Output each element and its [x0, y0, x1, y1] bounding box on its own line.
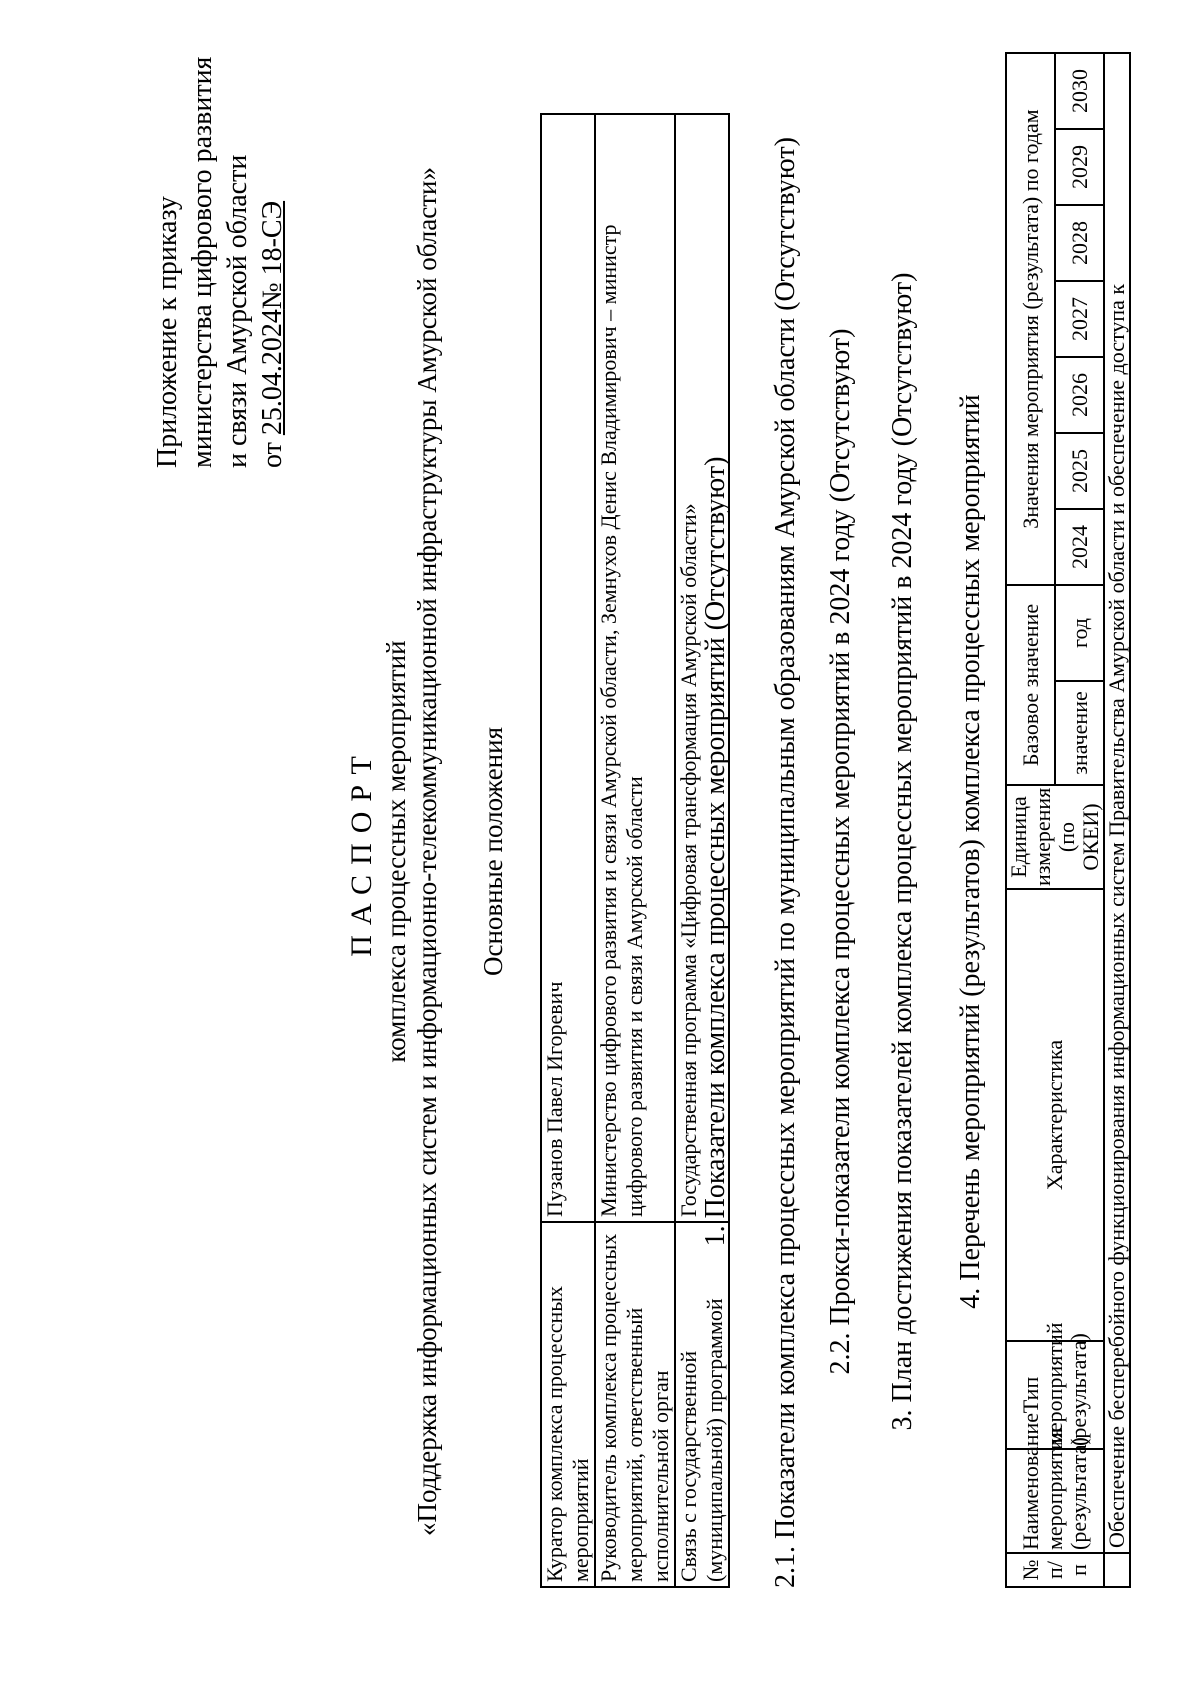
table-header-row — [1006, 53, 1055, 1587]
appendix-line: министерства цифрового развития — [187, 56, 218, 468]
year-header: 2028 — [1055, 205, 1104, 281]
column-header-base-value: значение — [1055, 681, 1104, 785]
event-group-title: Обеспечение бесперебойного функционирования информационных систем Правительства Амурской области и обеспечение доступа к — [1104, 53, 1130, 1553]
appendix-prefix: от — [257, 435, 288, 468]
table-row — [1104, 53, 1130, 1587]
column-header-type: Тип мероприятий (результата) — [1006, 1341, 1104, 1449]
year-header: 2025 — [1055, 433, 1104, 509]
column-header-characteristic: Характеристика — [1006, 889, 1104, 1341]
year-header: 2024 — [1055, 509, 1104, 585]
appendix-note — [150, 28, 290, 468]
appendix-order-line — [255, 28, 290, 468]
order-date: 25.04.2024 — [257, 309, 288, 436]
column-header-name: Наименование мероприятия (результата) — [1006, 1449, 1104, 1553]
column-header-unit: Единица измерения (по ОКЕИ) — [1006, 785, 1104, 889]
column-header-base-year: год — [1055, 585, 1104, 681]
provision-label: Связь с государственной (муниципальной) программой — [675, 1222, 729, 1587]
table-row — [541, 114, 595, 1587]
table-row — [595, 114, 675, 1587]
table-cell — [1104, 1553, 1130, 1587]
order-number: № 18-СЭ — [257, 200, 288, 310]
provision-value: Государственная программа «Цифровая трансформация Амурской области» — [675, 114, 729, 1222]
provision-value: Министерство цифрового развития и связи Амурской области, Земнухов Денис Владимирович – министр цифрового развития и связи Амурской области — [595, 114, 675, 1222]
main-provisions-heading: Основные положения — [478, 727, 508, 976]
year-header: 2026 — [1055, 357, 1104, 433]
section-heading-1: 1. Показатели комплекса процессных мероприятий (Отсутствуют) — [700, 456, 731, 1247]
provision-value: Пузанов Павел Игоревич — [541, 114, 595, 1222]
events-table — [1005, 52, 1131, 1588]
document-title: ПАСПОРТ — [345, 746, 378, 957]
section-heading-4: 4. Перечень мероприятий (результатов) комплекса процессных мероприятий — [955, 394, 986, 1309]
appendix-line: и связи Амурской области — [222, 154, 253, 468]
year-header: 2030 — [1055, 53, 1104, 129]
column-header-number: № п/п — [1006, 1553, 1104, 1587]
year-header: 2029 — [1055, 129, 1104, 205]
provision-label: Руководитель комплекса процессных мероприятий, ответственный исполнительной орган — [595, 1222, 675, 1587]
column-header-values: Значения мероприятия (результата) по годам — [1006, 53, 1055, 585]
complex-name: «Поддержка информационных систем и информационно-телекоммуникационной инфраструктуры Амурской области» — [412, 167, 442, 1536]
column-header-base: Базовое значение — [1006, 585, 1055, 785]
appendix-line: Приложение к приказу — [152, 196, 183, 468]
provision-label: Куратор комплекса процессных мероприятий — [541, 1222, 595, 1587]
section-heading-2-2: 2.2. Прокси-показатели комплекса процессных мероприятий в 2024 году (Отсутствуют) — [825, 328, 856, 1375]
document-subtitle: комплекса процессных мероприятий — [381, 640, 411, 1063]
year-header: 2027 — [1055, 281, 1104, 357]
section-heading-2-1: 2.1. Показатели комплекса процессных мероприятий по муниципальным образованиям Амурской области (Отсутствуют) — [770, 137, 801, 1588]
section-heading-3: 3. План достижения показателей комплекса процессных мероприятий в 2024 году (Отсутствуют) — [887, 272, 918, 1431]
